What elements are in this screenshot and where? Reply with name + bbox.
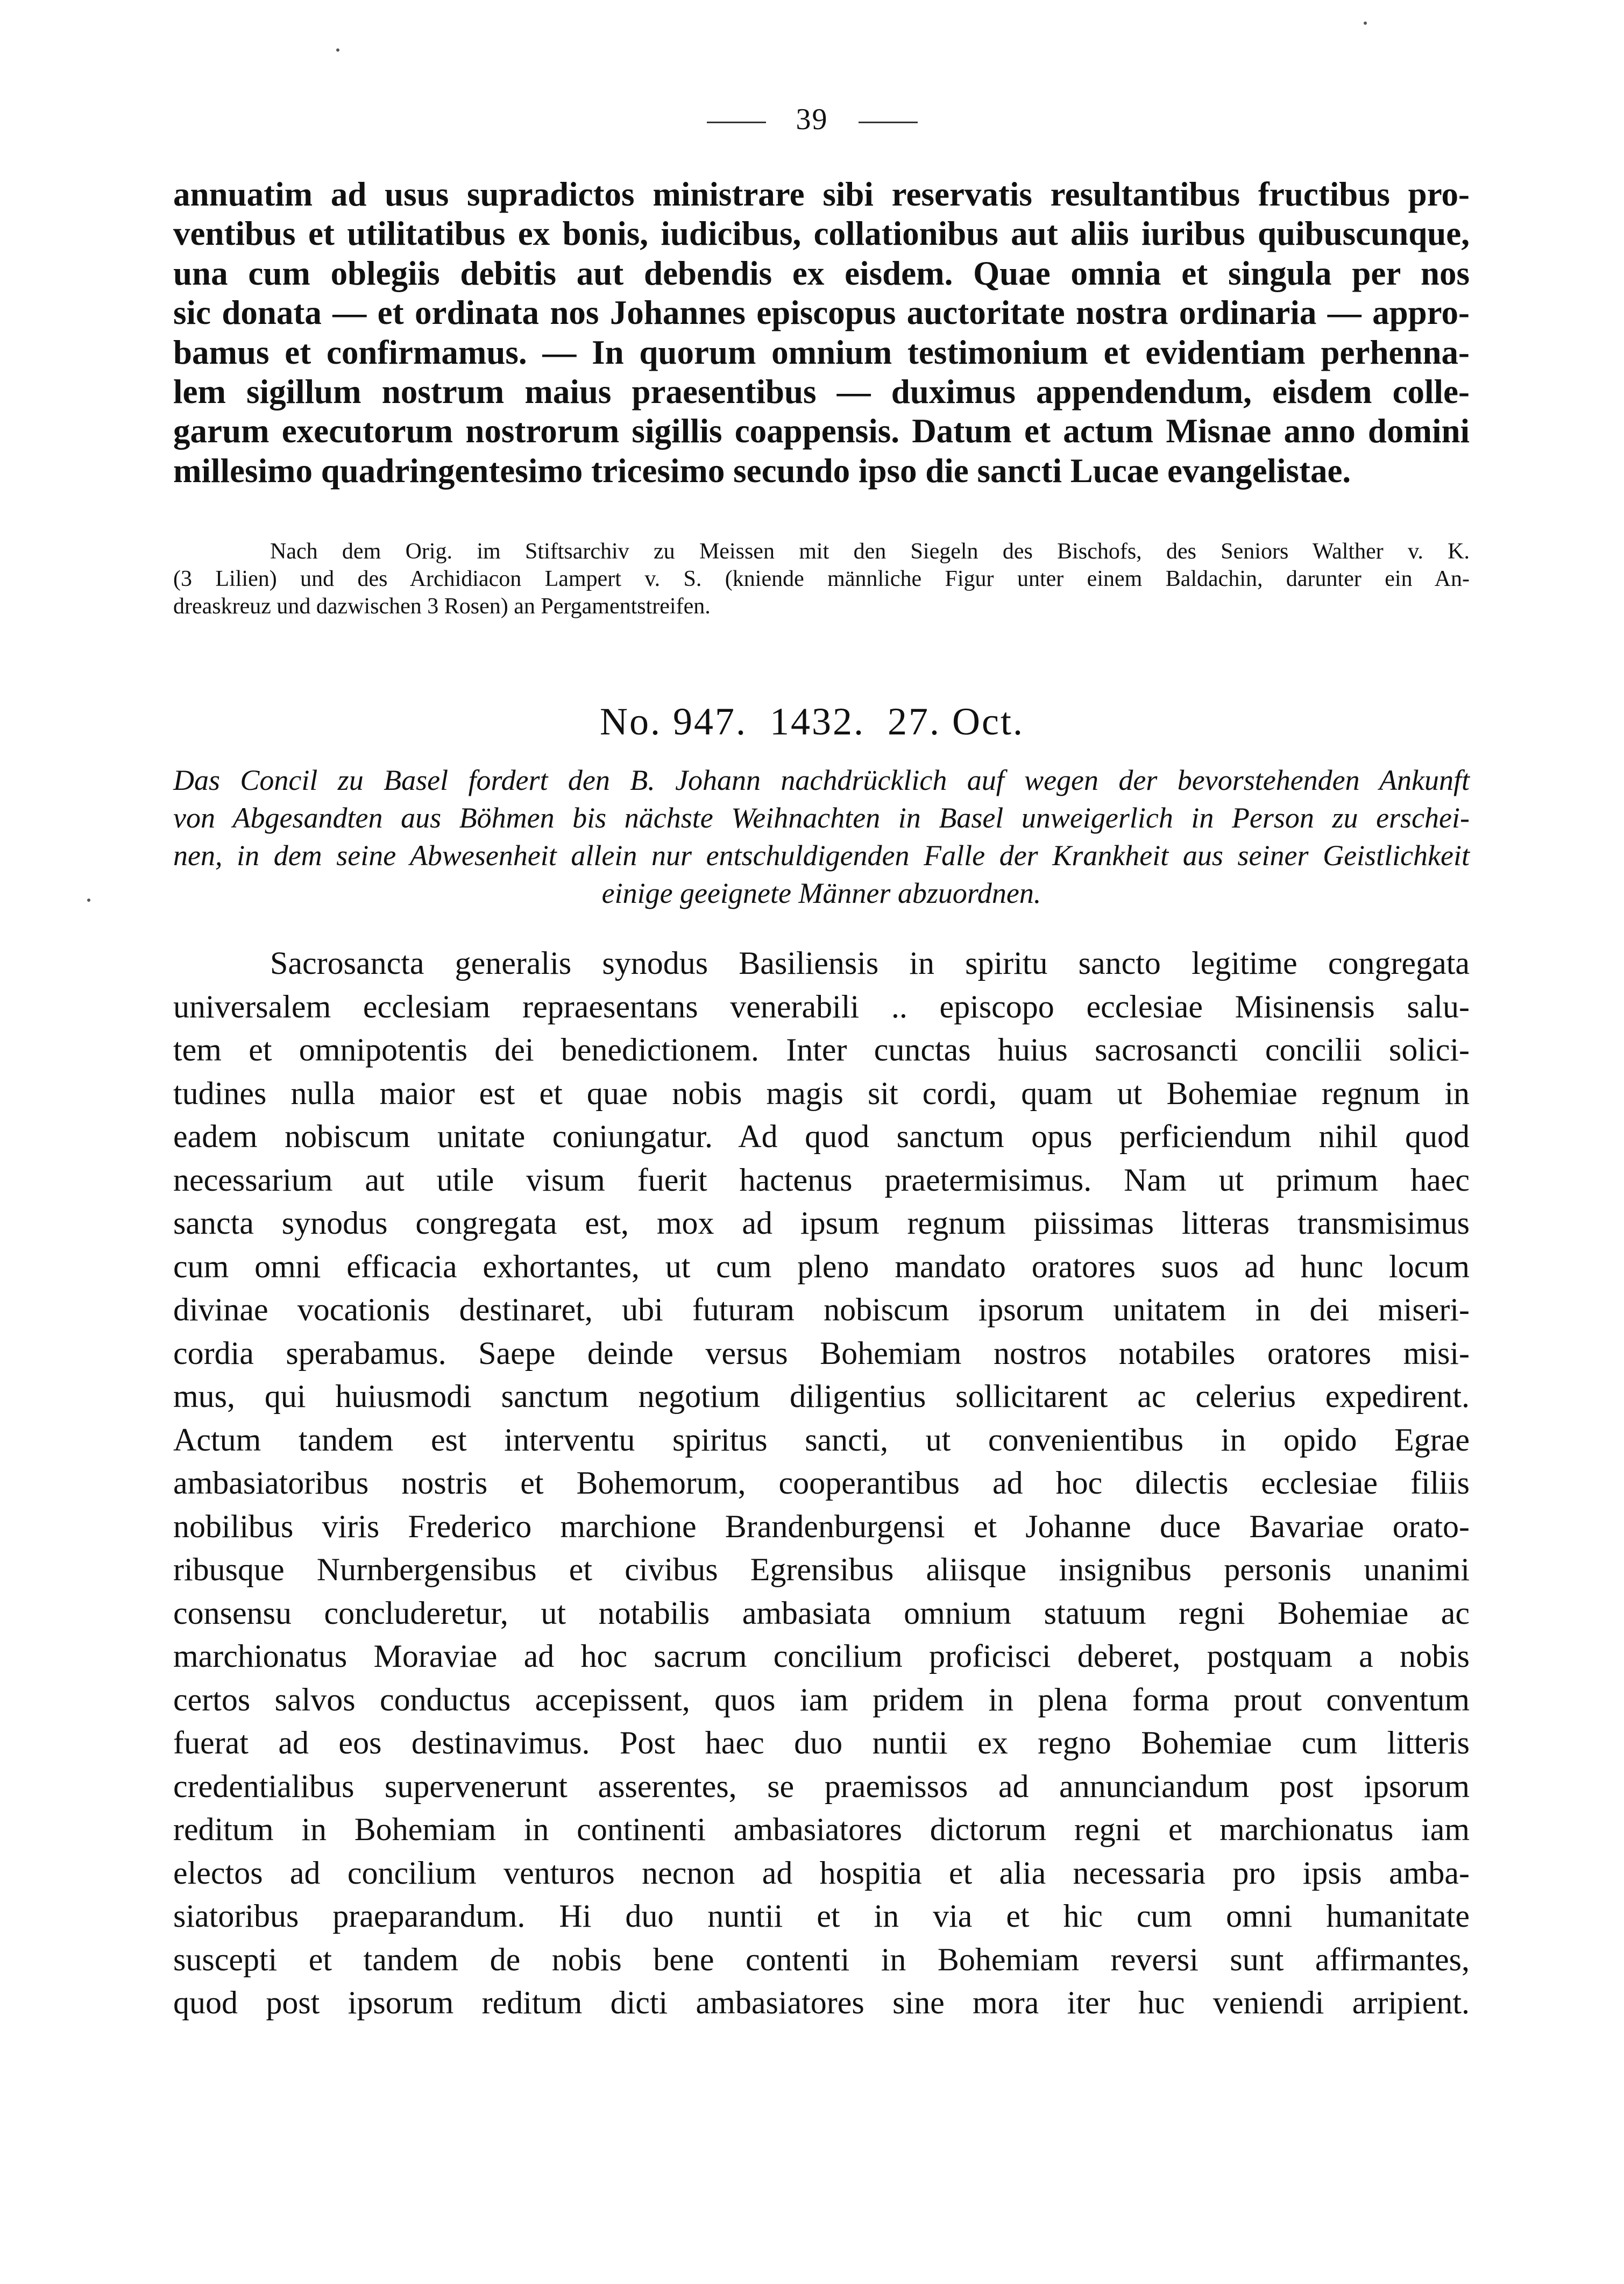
text-line: garum executorum nostrorum sigillis coappensis. Datum et actum Misnae anno domini — [173, 412, 1470, 450]
scan-speck — [336, 48, 339, 52]
text-line: annuatim ad usus supradictos ministrare sibi reservatis resultantibus fructibus pro- — [173, 175, 1470, 213]
body-line: Actum tandem est interventu spiritus sancti, ut convenientibus in opido Egrae — [173, 1422, 1470, 1458]
body-line: ribusque Nurnbergensibus et civibus Egrensibus aliisque insignibus personis unanimi — [173, 1552, 1470, 1587]
scan-speck — [87, 899, 90, 902]
page-number — [0, 102, 1624, 137]
body-line: consensu concluderetur, ut notabilis ambasiata omnium statuum regni Bohemiae ac — [173, 1595, 1470, 1631]
body-line: marchionatus Moraviae ad hoc sacrum concilium proficisci deberet, postquam a nobis — [173, 1638, 1470, 1674]
body-line: divinae vocationis destinaret, ubi futuram nobiscum ipsorum unitatem in dei miseri- — [173, 1292, 1470, 1327]
body-line: credentialibus supervenerunt asserentes, se praemissos ad annunciandum post ipsorum — [173, 1768, 1470, 1804]
body-line: eadem nobiscum unitate coniungatur. Ad quod sanctum opus perficiendum nihil quod — [173, 1119, 1470, 1154]
page-number-rule-right — [859, 122, 918, 123]
body-line: nobilibus viris Frederico marchione Brandenburgensi et Johanne duce Bavariae orato- — [173, 1508, 1470, 1544]
text-line: millesimo quadringentesimo tricesimo secundo ipso die sancti Lucae evangelistae. — [173, 451, 1351, 490]
body-line: tem et omnipotentis dei benedictionem. Inter cunctas huius sacrosancti concilii solici- — [173, 1032, 1470, 1067]
text-line: lem sigillum nostrum maius praesentibus — duximus appendendum, eisdem colle- — [173, 373, 1470, 411]
note-line: Nach dem Orig. im Stiftsarchiv zu Meissen mit den Siegeln des Bischofs, des Seniors Walther v. K. — [270, 539, 1470, 564]
body-line: certos salvos conductus accepissent, quos iam pridem in plena forma prout conventum — [173, 1681, 1470, 1717]
text-line: bamus et confirmamus. — In quorum omnium testimonium et evidentiam perhenna- — [173, 333, 1470, 371]
body-line: siatoribus praeparandum. Hi duo nuntii et in via et hic cum omni humanitate — [173, 1898, 1470, 1934]
text-line: ventibus et utilitatibus ex bonis, iudicibus, collationibus aut aliis iuribus quibuscunque, — [173, 215, 1470, 253]
page-number-text: 39 — [796, 103, 828, 136]
note-line: dreaskreuz und dazwischen 3 Rosen) an Pergamentstreifen. — [173, 594, 711, 619]
summary-line: nen, in dem seine Abwesenheit allein nur entschuldigenden Falle der Krankheit aus seiner Geistlichkeit — [173, 839, 1470, 872]
body-line: cum omni efficacia exhortantes, ut cum pleno mandato oratores suos ad hunc locum — [173, 1248, 1470, 1284]
charter-body — [173, 942, 1470, 2025]
body-line: fuerat ad eos destinavimus. Post haec duo nuntii ex regno Bohemiae cum litteris — [173, 1725, 1470, 1760]
source-note — [173, 538, 1470, 620]
body-line: reditum in Bohemiam in continenti ambasiatores dictorum regni et marchionatus iam — [173, 1812, 1470, 1847]
body-line: mus, qui huiusmodi sanctum negotium diligentius sollicitarent ac celerius expedirent. — [173, 1378, 1470, 1414]
page-number-rule-left — [707, 122, 766, 123]
body-line: necessarium aut utile visum fuerit hactenus praetermisimus. Nam ut primum haec — [173, 1162, 1470, 1198]
summary-line: Das Concil zu Basel fordert den B. Johann nachdrücklich auf wegen der bevorstehenden Ankunft — [173, 764, 1470, 796]
summary-line: von Abgesandten aus Böhmen bis nächste Weihnachten in Basel unweigerlich in Person zu erschei- — [173, 802, 1470, 834]
body-line: quod post ipsorum reditum dicti ambasiatores sine mora iter huc veniendi arripient. — [173, 1985, 1470, 2020]
body-line: Sacrosancta generalis synodus Basiliensis in spiritu sancto legitime congregata — [270, 945, 1470, 981]
text-line: sic donata — et ordinata nos Johannes episcopus auctoritate nostra ordinaria — appro- — [173, 294, 1470, 332]
summary-line: einige geeignete Männer abzuordnen. — [601, 877, 1041, 909]
body-line: cordia sperabamus. Saepe deinde versus Bohemiam nostros notabiles oratores misi- — [173, 1335, 1470, 1371]
text-line: una cum oblegiis debitis aut debendis ex eisdem. Quae omnia et singula per nos — [173, 254, 1470, 292]
note-line: (3 Lilien) und des Archidiacon Lampert v. S. (kniende männliche Figur unter einem Baldachin, darunter ein An- — [173, 567, 1470, 591]
body-line: electos ad concilium venturos necnon ad hospitia et alia necessaria pro ipsis amba- — [173, 1855, 1470, 1891]
scan-speck — [1364, 22, 1367, 25]
body-line: suscepti et tandem de nobis bene contenti in Bohemiam reversi sunt affirmantes, — [173, 1941, 1470, 1977]
continued-charter-text — [173, 175, 1470, 491]
body-line: ambasiatoribus nostris et Bohemorum, cooperantibus ad hoc dilectis ecclesiae filiis — [173, 1465, 1470, 1501]
document-summary — [173, 761, 1470, 912]
body-line: sancta synodus congregata est, mox ad ipsum regnum piissimas litteras transmisimus — [173, 1205, 1470, 1241]
body-line: universalem ecclesiam repraesentans venerabili .. episcopo ecclesiae Misinensis salu- — [173, 988, 1470, 1024]
body-line: tudines nulla maior est et quae nobis magis sit cordi, quam ut Bohemiae regnum in — [173, 1075, 1470, 1111]
document-heading: No. 947. 1432. 27. Oct. — [600, 700, 1024, 743]
